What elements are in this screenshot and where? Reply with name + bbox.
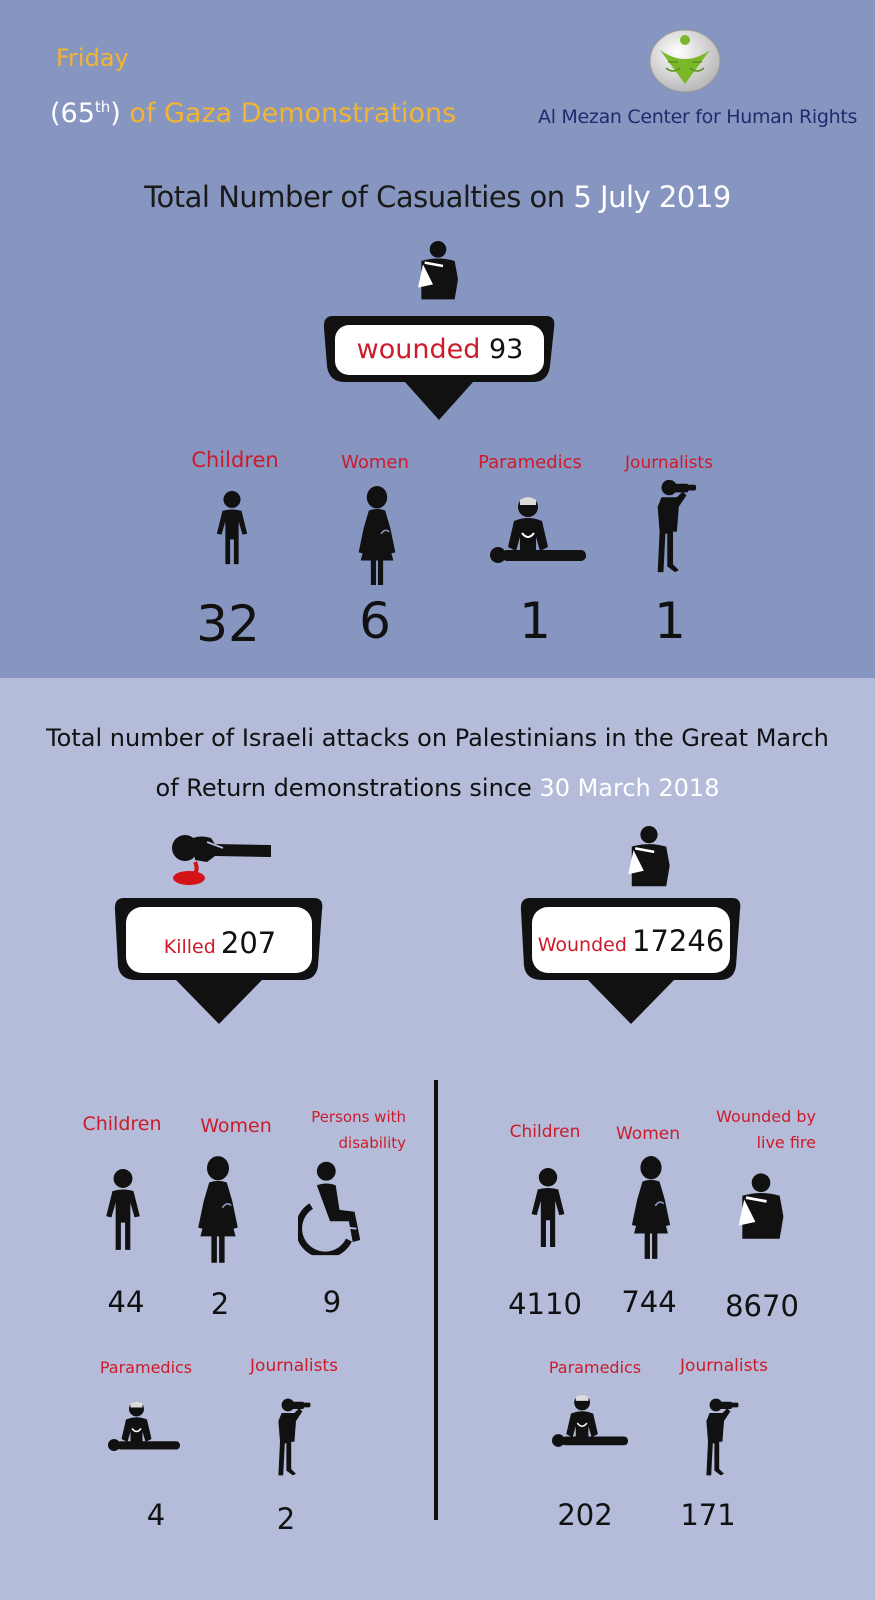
organization-name: Al Mezan Center for Human Rights xyxy=(538,106,858,128)
wounded-women-value: 744 xyxy=(621,1285,677,1319)
wounded-children-value: 4110 xyxy=(508,1287,582,1321)
daily-journalists-label: Journalists xyxy=(625,453,713,473)
cumulative-title-line2: of Return demonstrations since 30 March 2018 xyxy=(155,774,720,802)
daily-title: Total Number of Casualties on 5 July 2019 xyxy=(144,180,731,214)
daily-journalists-value: 1 xyxy=(654,592,686,650)
child-icon xyxy=(526,1167,570,1249)
paramedic-icon xyxy=(108,1400,180,1454)
killed-journalists-value: 2 xyxy=(276,1502,296,1536)
killed-disability-value: 9 xyxy=(322,1285,342,1319)
killed-journalists-label: Journalists xyxy=(250,1356,338,1376)
al-mezan-logo-icon xyxy=(648,28,722,94)
killed-count: Killed 207 xyxy=(163,926,277,960)
wounded-women-label: Women xyxy=(615,1124,680,1144)
daily-paramedics-value: 1 xyxy=(519,592,551,650)
killed-women-value: 2 xyxy=(210,1287,230,1321)
injured-arm-sling-icon xyxy=(623,826,675,888)
daily-paramedics-label: Paramedics xyxy=(478,452,582,473)
killed-paramedics-value: 4 xyxy=(146,1498,166,1532)
cumulative-title-line1: Total number of Israeli attacks on Palestinians in the Great March xyxy=(46,724,829,752)
wounded-total-bubble xyxy=(520,898,742,1028)
wounded-live-fire-value: 8670 xyxy=(725,1289,799,1323)
killed-paramedics-label: Paramedics xyxy=(99,1358,193,1377)
daily-children-value: 32 xyxy=(196,595,260,653)
injured-arm-sling-icon xyxy=(733,1157,789,1257)
wounded-paramedics-label: Paramedics xyxy=(548,1358,642,1377)
child-icon xyxy=(210,490,254,566)
wounded-total-count: Wounded 17246 xyxy=(537,924,725,958)
killed-children-value: 44 xyxy=(107,1285,145,1319)
killed-bubble xyxy=(114,898,324,1028)
wheelchair-icon xyxy=(298,1158,364,1258)
journalist-icon xyxy=(700,1388,740,1486)
section-divider xyxy=(434,1080,438,1520)
woman-icon xyxy=(356,485,398,587)
woman-icon xyxy=(628,1155,674,1261)
wounded-journalists-value: 171 xyxy=(680,1498,736,1532)
daily-children-label: Children xyxy=(191,448,279,472)
wounded-count: wounded 93 xyxy=(356,334,524,365)
injured-arm-sling-icon xyxy=(413,241,463,301)
woman-icon xyxy=(194,1155,242,1265)
wounded-paramedics-value: 202 xyxy=(557,1498,613,1532)
daily-women-value: 6 xyxy=(359,592,391,650)
day-label: Friday xyxy=(56,44,129,72)
wounded-children-label: Children xyxy=(509,1122,581,1142)
paramedic-icon xyxy=(490,495,586,567)
journalist-icon xyxy=(650,478,698,574)
wounded-live-fire-label: Wounded by live fire xyxy=(716,1107,816,1152)
killed-person-icon xyxy=(170,832,272,892)
daily-women-label: Women xyxy=(341,452,409,473)
wounded-bubble xyxy=(323,316,556,424)
demonstration-number: (65th) of Gaza Demonstrations xyxy=(50,98,457,129)
child-icon xyxy=(100,1168,146,1252)
journalist-icon xyxy=(272,1388,312,1486)
wounded-journalists-label: Journalists xyxy=(680,1356,768,1376)
paramedic-icon xyxy=(552,1393,628,1450)
killed-children-label: Children xyxy=(82,1113,162,1135)
killed-women-label: Women xyxy=(200,1115,272,1137)
killed-disability-label: Persons with disability xyxy=(311,1108,406,1152)
